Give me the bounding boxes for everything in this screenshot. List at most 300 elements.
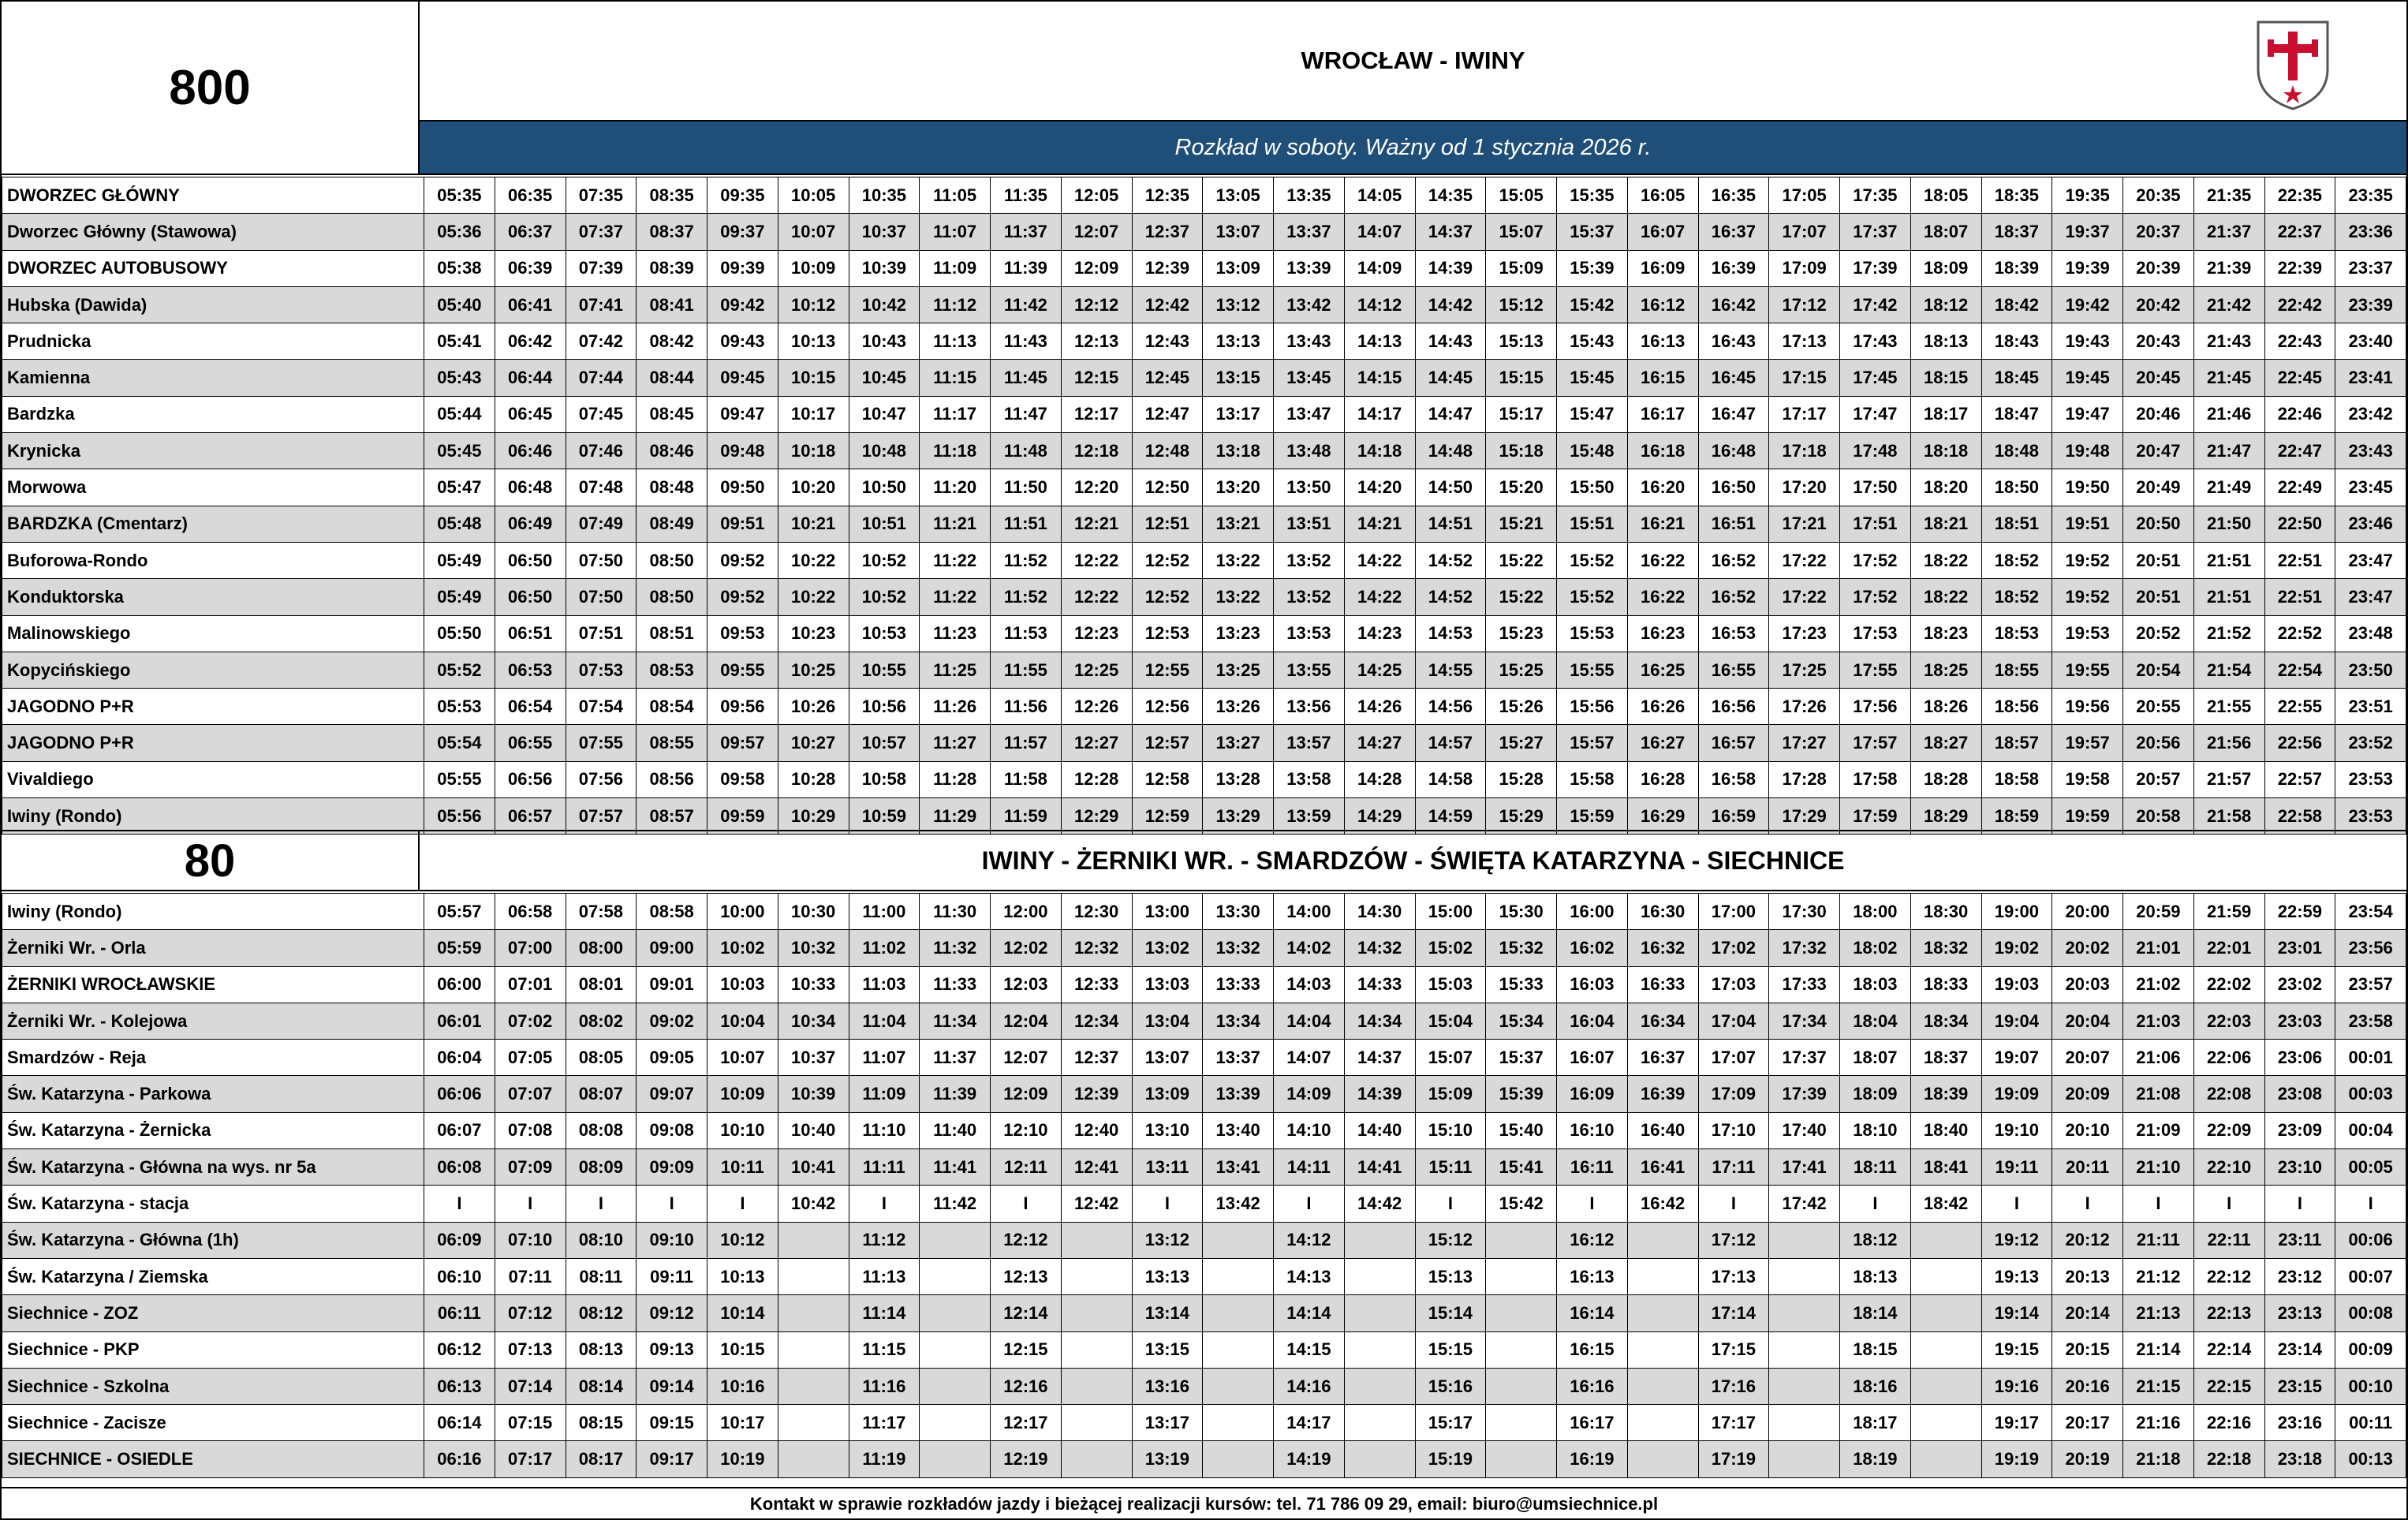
departure-time: 11:12 <box>849 1222 920 1258</box>
departure-time: 08:12 <box>566 1295 637 1331</box>
departure-time: 19:15 <box>1981 1331 2052 1368</box>
departure-time: 20:55 <box>2123 689 2194 725</box>
departure-time: 13:27 <box>1203 725 1274 761</box>
departure-time: 16:52 <box>1698 542 1769 578</box>
departure-time: 08:57 <box>637 798 707 835</box>
departure-time: 12:21 <box>1061 506 1132 542</box>
departure-time: 11:20 <box>920 469 991 506</box>
departure-time: 10:11 <box>707 1149 778 1186</box>
departure-time: 10:12 <box>707 1222 778 1258</box>
departure-time <box>1061 1295 1132 1331</box>
departure-time: I <box>707 1186 778 1222</box>
departure-time: 21:58 <box>2193 798 2264 835</box>
departure-time: 22:01 <box>2193 930 2264 966</box>
departure-time: 14:58 <box>1415 761 1486 797</box>
departure-time: I <box>2264 1186 2335 1222</box>
stop-name: DWORZEC GŁÓWNY <box>2 177 424 214</box>
departure-time: 10:39 <box>849 250 920 286</box>
departure-time: 18:50 <box>1981 469 2052 506</box>
departure-time: 17:30 <box>1769 894 1840 930</box>
departure-time: 14:39 <box>1415 250 1486 286</box>
departure-time: 23:01 <box>2264 930 2335 966</box>
departure-time: 17:13 <box>1698 1258 1769 1294</box>
departure-time: 13:11 <box>1132 1149 1203 1186</box>
departure-time <box>1769 1368 1840 1404</box>
departure-time: 13:19 <box>1132 1441 1203 1477</box>
departure-time: 17:05 <box>1769 177 1840 214</box>
departure-time: 08:53 <box>637 652 707 688</box>
departure-time: 22:02 <box>2193 966 2264 1003</box>
departure-time: 13:34 <box>1203 1003 1274 1039</box>
departure-time: 22:35 <box>2264 177 2335 214</box>
stop-name: Kopycińskiego <box>2 652 424 688</box>
departure-time: 20:49 <box>2123 469 2194 506</box>
departure-time: 06:51 <box>495 615 566 652</box>
departure-time: 14:25 <box>1344 652 1415 688</box>
departure-time: 19:02 <box>1981 930 2052 966</box>
departure-time <box>1203 1331 1274 1368</box>
departure-time: 08:41 <box>637 286 707 323</box>
departure-time: 05:48 <box>424 506 495 542</box>
departure-time: 20:10 <box>2052 1112 2123 1148</box>
departure-time: 17:13 <box>1769 323 1840 360</box>
departure-time: 17:56 <box>1840 689 1911 725</box>
departure-time: 19:58 <box>2052 761 2123 797</box>
departure-time: 00:10 <box>2335 1368 2406 1404</box>
departure-time: 22:08 <box>2193 1076 2264 1112</box>
departure-time <box>778 1222 849 1258</box>
departure-time: 23:40 <box>2335 323 2406 360</box>
departure-time: 11:42 <box>920 1186 991 1222</box>
timetable-row <box>2 725 2406 761</box>
departure-time: 15:52 <box>1557 542 1628 578</box>
departure-time: 10:43 <box>849 323 920 360</box>
stop-name: Krynicka <box>2 433 424 469</box>
departure-time: 07:17 <box>495 1441 566 1477</box>
departure-time: 17:52 <box>1840 579 1911 615</box>
departure-time: 13:30 <box>1203 894 1274 930</box>
stop-name: Smardzów - Reja <box>2 1040 424 1076</box>
departure-time: 21:06 <box>2123 1040 2194 1076</box>
departure-time: 18:34 <box>1910 1003 1981 1039</box>
departure-time: 13:40 <box>1203 1112 1274 1148</box>
departure-time: 18:17 <box>1840 1405 1911 1441</box>
departure-time: 14:17 <box>1344 396 1415 432</box>
stop-name: Morwowa <box>2 469 424 506</box>
departure-time: 18:00 <box>1840 894 1911 930</box>
departure-time: 17:47 <box>1840 396 1911 432</box>
departure-time: 12:50 <box>1132 469 1203 506</box>
departure-time: 23:41 <box>2335 360 2406 396</box>
departure-time: 08:50 <box>637 542 707 578</box>
departure-time <box>1344 1295 1415 1331</box>
departure-time: 07:46 <box>566 433 637 469</box>
departure-time: 19:12 <box>1981 1222 2052 1258</box>
departure-time: 13:37 <box>1274 214 1345 250</box>
departure-time: 19:56 <box>2052 689 2123 725</box>
departure-time: 16:52 <box>1698 579 1769 615</box>
departure-time <box>1910 1405 1981 1441</box>
departure-time: 05:56 <box>424 798 495 835</box>
departure-time <box>1486 1331 1557 1368</box>
departure-time: 13:56 <box>1274 689 1345 725</box>
stop-name: JAGODNO P+R <box>2 725 424 761</box>
departure-time: 18:07 <box>1910 214 1981 250</box>
departure-time: 12:09 <box>1061 250 1132 286</box>
departure-time: 16:15 <box>1557 1331 1628 1368</box>
departure-time: 17:27 <box>1769 725 1840 761</box>
timetable-row <box>2 1149 2406 1186</box>
departure-time: 15:30 <box>1486 894 1557 930</box>
departure-time: 20:46 <box>2123 396 2194 432</box>
departure-time <box>920 1331 991 1368</box>
departure-time: 12:04 <box>991 1003 1062 1039</box>
departure-time: 08:35 <box>637 177 707 214</box>
departure-time: 15:18 <box>1486 433 1557 469</box>
departure-time: 06:48 <box>495 469 566 506</box>
departure-time: 13:39 <box>1274 250 1345 286</box>
departure-time <box>1910 1331 1981 1368</box>
departure-time: 16:09 <box>1557 1076 1628 1112</box>
departure-time: 06:54 <box>495 689 566 725</box>
departure-time: 17:23 <box>1769 615 1840 652</box>
departure-time: 19:13 <box>1981 1258 2052 1294</box>
departure-time: 12:32 <box>1061 930 1132 966</box>
departure-time: 10:16 <box>707 1368 778 1404</box>
stop-name: Vivaldiego <box>2 761 424 797</box>
departure-time: 16:03 <box>1557 966 1628 1003</box>
departure-time: 21:51 <box>2193 542 2264 578</box>
departure-time: 17:09 <box>1769 250 1840 286</box>
departure-time: 11:52 <box>991 579 1062 615</box>
departure-time: 10:41 <box>778 1149 849 1186</box>
departure-time: 09:58 <box>707 761 778 797</box>
departure-time: 21:15 <box>2123 1368 2194 1404</box>
departure-time: 09:39 <box>707 250 778 286</box>
departure-time: 10:14 <box>707 1295 778 1331</box>
departure-time: 19:19 <box>1981 1441 2052 1477</box>
departure-time: 09:01 <box>637 966 707 1003</box>
departure-time: 23:37 <box>2335 250 2406 286</box>
departure-time: 15:51 <box>1557 506 1628 542</box>
departure-time: 12:57 <box>1132 725 1203 761</box>
departure-time: 07:10 <box>495 1222 566 1258</box>
departure-time: 12:37 <box>1061 1040 1132 1076</box>
departure-time: 14:43 <box>1415 323 1486 360</box>
departure-time: 10:39 <box>778 1076 849 1112</box>
departure-time: 15:03 <box>1415 966 1486 1003</box>
departure-time <box>1769 1405 1840 1441</box>
departure-time: 10:03 <box>707 966 778 1003</box>
stop-name: Bardzka <box>2 396 424 432</box>
departure-time <box>1061 1258 1132 1294</box>
departure-time: 20:54 <box>2123 652 2194 688</box>
departure-time: 08:08 <box>566 1112 637 1148</box>
departure-time: 14:35 <box>1415 177 1486 214</box>
departure-time: 18:42 <box>1981 286 2052 323</box>
timetable-row <box>2 966 2406 1003</box>
departure-time: 10:53 <box>849 615 920 652</box>
departure-time: 12:30 <box>1061 894 1132 930</box>
departure-time: 21:50 <box>2193 506 2264 542</box>
departure-time: 15:20 <box>1486 469 1557 506</box>
stop-name: DWORZEC AUTOBUSOWY <box>2 250 424 286</box>
departure-time: 10:58 <box>849 761 920 797</box>
departure-time: 17:07 <box>1769 214 1840 250</box>
departure-time: 23:36 <box>2335 214 2406 250</box>
departure-time: 16:40 <box>1627 1112 1698 1148</box>
departure-time: 10:10 <box>707 1112 778 1148</box>
departure-time: 15:21 <box>1486 506 1557 542</box>
departure-time: 23:47 <box>2335 579 2406 615</box>
departure-time: 12:12 <box>991 1222 1062 1258</box>
departure-time: 13:00 <box>1132 894 1203 930</box>
departure-time: 15:37 <box>1557 214 1628 250</box>
departure-time: 13:13 <box>1203 323 1274 360</box>
departure-time: 13:17 <box>1132 1405 1203 1441</box>
departure-time: 11:47 <box>991 396 1062 432</box>
timetable-row <box>2 615 2406 652</box>
departure-time: 10:15 <box>778 360 849 396</box>
departure-time: 15:09 <box>1415 1076 1486 1112</box>
departure-time: 21:09 <box>2123 1112 2194 1148</box>
departure-time: 13:15 <box>1203 360 1274 396</box>
departure-time: 23:46 <box>2335 506 2406 542</box>
departure-time: 16:07 <box>1557 1040 1628 1076</box>
departure-time: I <box>637 1186 707 1222</box>
departure-time: 14:27 <box>1344 725 1415 761</box>
departure-time: 14:07 <box>1274 1040 1345 1076</box>
departure-time: 11:23 <box>920 615 991 652</box>
departure-time: I <box>1132 1186 1203 1222</box>
departure-time: 11:59 <box>991 798 1062 835</box>
departure-time: 22:12 <box>2193 1258 2264 1294</box>
departure-time: 07:08 <box>495 1112 566 1148</box>
departure-time: 20:15 <box>2052 1331 2123 1368</box>
departure-time: 11:26 <box>920 689 991 725</box>
departure-time: 11:58 <box>991 761 1062 797</box>
departure-time: I <box>495 1186 566 1222</box>
departure-time: 07:53 <box>566 652 637 688</box>
departure-time: 18:42 <box>1910 1186 1981 1222</box>
departure-time: 18:25 <box>1910 652 1981 688</box>
departure-time: 05:55 <box>424 761 495 797</box>
departure-time: 13:17 <box>1203 396 1274 432</box>
departure-time: 19:57 <box>2052 725 2123 761</box>
departure-time: 15:42 <box>1557 286 1628 323</box>
departure-time: 11:10 <box>849 1112 920 1148</box>
departure-time: 10:26 <box>778 689 849 725</box>
departure-time <box>1344 1405 1415 1441</box>
timetable-row <box>2 1222 2406 1258</box>
departure-time: 11:17 <box>920 396 991 432</box>
departure-time: 22:54 <box>2264 652 2335 688</box>
departure-time: 14:18 <box>1344 433 1415 469</box>
departure-time: 16:53 <box>1698 615 1769 652</box>
departure-time: 12:12 <box>1061 286 1132 323</box>
departure-time: 21:08 <box>2123 1076 2194 1112</box>
departure-time: 08:02 <box>566 1003 637 1039</box>
departure-time: 20:00 <box>2052 894 2123 930</box>
departure-time: 13:15 <box>1132 1331 1203 1368</box>
departure-time: 23:53 <box>2335 761 2406 797</box>
departure-time: 09:13 <box>637 1331 707 1368</box>
departure-time: 23:52 <box>2335 725 2406 761</box>
departure-time: 10:30 <box>778 894 849 930</box>
departure-time: 18:55 <box>1981 652 2052 688</box>
departure-time: 08:17 <box>566 1441 637 1477</box>
departure-time: 08:10 <box>566 1222 637 1258</box>
departure-time: 17:59 <box>1840 798 1911 835</box>
departure-time: 12:13 <box>991 1258 1062 1294</box>
departure-time: 07:44 <box>566 360 637 396</box>
departure-time: 06:10 <box>424 1258 495 1294</box>
departure-time: 23:18 <box>2264 1441 2335 1477</box>
departure-time: 20:43 <box>2123 323 2194 360</box>
validity-banner: Rozkład w soboty. Ważny od 1 stycznia 2026 r. <box>420 121 2406 175</box>
departure-time: 13:51 <box>1274 506 1345 542</box>
departure-time: I <box>1840 1186 1911 1222</box>
departure-time: 12:56 <box>1132 689 1203 725</box>
departure-time: 15:52 <box>1557 579 1628 615</box>
departure-time <box>1910 1222 1981 1258</box>
departure-time: 10:20 <box>778 469 849 506</box>
departure-time: 12:47 <box>1132 396 1203 432</box>
departure-time <box>1910 1441 1981 1477</box>
timetable-row <box>2 652 2406 688</box>
departure-time: 06:13 <box>424 1368 495 1404</box>
departure-time: 11:18 <box>920 433 991 469</box>
departure-time: 17:04 <box>1698 1003 1769 1039</box>
stop-name: Siechnice - Zacisze <box>2 1405 424 1441</box>
departure-time: 12:43 <box>1132 323 1203 360</box>
departure-time: 16:29 <box>1627 798 1698 835</box>
departure-time: 13:43 <box>1274 323 1345 360</box>
departure-time <box>1203 1405 1274 1441</box>
departure-time: 14:42 <box>1415 286 1486 323</box>
departure-time: 08:56 <box>637 761 707 797</box>
departure-time: 18:52 <box>1981 542 2052 578</box>
stop-name: Siechnice - Szkolna <box>2 1368 424 1404</box>
departure-time: I <box>849 1186 920 1222</box>
departure-time: 10:48 <box>849 433 920 469</box>
departure-time: 09:52 <box>707 579 778 615</box>
departure-time: 10:57 <box>849 725 920 761</box>
departure-time <box>1344 1258 1415 1294</box>
departure-time: 20:12 <box>2052 1222 2123 1258</box>
timetable-line-80 <box>2 893 2406 1478</box>
timetable-row <box>2 433 2406 469</box>
departure-time: 08:14 <box>566 1368 637 1404</box>
departure-time: 07:49 <box>566 506 637 542</box>
departure-time: 18:58 <box>1981 761 2052 797</box>
departure-time: 14:09 <box>1344 250 1415 286</box>
departure-time: 06:41 <box>495 286 566 323</box>
departure-time: 22:57 <box>2264 761 2335 797</box>
departure-time: 06:50 <box>495 542 566 578</box>
departure-time: 17:33 <box>1769 966 1840 1003</box>
departure-time: 06:55 <box>495 725 566 761</box>
departure-time: 09:05 <box>637 1040 707 1076</box>
timetable-row <box>2 689 2406 725</box>
contact-footer: Kontakt w sprawie rozkładów jazdy i bieżącej realizacji kursów: tel. 71 786 09 29, email: biuro@umsiechnice.pl <box>2 1487 2406 1520</box>
departure-time: 10:45 <box>849 360 920 396</box>
departure-time: 11:56 <box>991 689 1062 725</box>
departure-time: 17:25 <box>1769 652 1840 688</box>
departure-time: 20:07 <box>2052 1040 2123 1076</box>
departure-time: 00:09 <box>2335 1331 2406 1368</box>
departure-time: 10:18 <box>778 433 849 469</box>
departure-time: 12:33 <box>1061 966 1132 1003</box>
departure-time: 07:50 <box>566 579 637 615</box>
departure-time: 20:16 <box>2052 1368 2123 1404</box>
departure-time <box>920 1295 991 1331</box>
departure-time: 16:15 <box>1627 360 1698 396</box>
departure-time: 18:23 <box>1910 615 1981 652</box>
departure-time: 10:52 <box>849 542 920 578</box>
departure-time: 15:15 <box>1486 360 1557 396</box>
departure-time: 22:50 <box>2264 506 2335 542</box>
departure-time: 18:56 <box>1981 689 2052 725</box>
stop-name: Konduktorska <box>2 579 424 615</box>
departure-time: 11:52 <box>991 542 1062 578</box>
departure-time: 12:45 <box>1132 360 1203 396</box>
departure-time: 07:50 <box>566 542 637 578</box>
departure-time: 18:57 <box>1981 725 2052 761</box>
departure-time: 18:19 <box>1840 1441 1911 1477</box>
departure-time: 12:23 <box>1061 615 1132 652</box>
departure-time: 06:37 <box>495 214 566 250</box>
departure-time: 17:18 <box>1769 433 1840 469</box>
departure-time: 11:37 <box>920 1040 991 1076</box>
departure-time: 15:17 <box>1486 396 1557 432</box>
departure-time: 18:48 <box>1981 433 2052 469</box>
departure-time <box>1627 1331 1698 1368</box>
departure-time: 00:11 <box>2335 1405 2406 1441</box>
departure-time: 17:48 <box>1840 433 1911 469</box>
departure-time: 12:59 <box>1132 798 1203 835</box>
departure-time <box>1486 1405 1557 1441</box>
departure-time: 12:52 <box>1132 579 1203 615</box>
departure-time: I <box>566 1186 637 1222</box>
departure-time: 09:53 <box>707 615 778 652</box>
departure-time: 17:03 <box>1698 966 1769 1003</box>
stop-name: Św. Katarzyna / Ziemska <box>2 1258 424 1294</box>
departure-time: 10:29 <box>778 798 849 835</box>
stop-name: Hubska (Dawida) <box>2 286 424 323</box>
departure-time: 07:57 <box>566 798 637 835</box>
departure-time: 15:41 <box>1486 1149 1557 1186</box>
stop-name: Buforowa-Rondo <box>2 542 424 578</box>
departure-time: 17:20 <box>1769 469 1840 506</box>
departure-time: 09:51 <box>707 506 778 542</box>
timetable-row <box>2 360 2406 396</box>
departure-time: 14:02 <box>1274 930 1345 966</box>
departure-time: 00:03 <box>2335 1076 2406 1112</box>
departure-time: 19:52 <box>2052 579 2123 615</box>
departure-time: 11:04 <box>849 1003 920 1039</box>
departure-time: 17:39 <box>1769 1076 1840 1112</box>
departure-time: 14:55 <box>1415 652 1486 688</box>
departure-time: 22:43 <box>2264 323 2335 360</box>
departure-time: 14:37 <box>1344 1040 1415 1076</box>
departure-time <box>1203 1258 1274 1294</box>
departure-time: 13:22 <box>1203 579 1274 615</box>
coat-of-arms-icon <box>2253 19 2332 112</box>
departure-time: 11:53 <box>991 615 1062 652</box>
departure-time: 07:45 <box>566 396 637 432</box>
departure-time: 20:57 <box>2123 761 2194 797</box>
